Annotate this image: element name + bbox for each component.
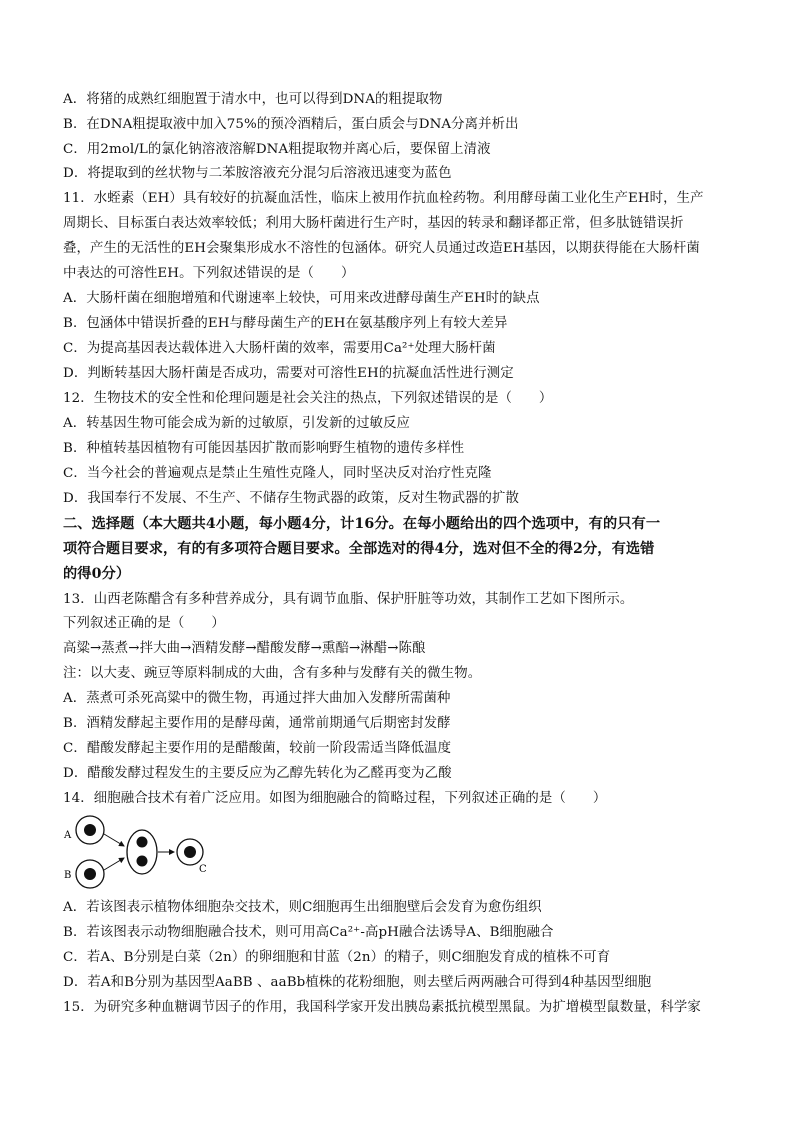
cell-fusion-diagram	[62, 812, 222, 892]
option-b: B．酒精发酵起主要作用的是酵母菌，通常前期通气后期密封发酵	[63, 716, 451, 731]
arrow	[104, 858, 124, 870]
text-line: B．在DNA粗提取液中加入75%的预冷酒精后，蛋白质会与DNA分离并析出	[63, 117, 519, 132]
cell-c	[177, 839, 203, 865]
option-d: D．我国奉行不发展、不生产、不储存生物武器的政策，反对生物武器的扩散	[63, 491, 520, 506]
question-stem: 周期长、目标蛋白表达效率较低；利用大肠杆菌进行生产时，基因的转录和翻译都正常，但多肽链错误折	[63, 216, 684, 231]
cell-a	[76, 816, 104, 844]
process-flow: 高粱→蒸煮→拌大曲→酒精发酵→醋酸发酵→熏醅→淋醋→陈酿	[63, 641, 426, 656]
option-c: C．当今社会的普遍观点是禁止生殖性克隆人，同时坚决反对治疗性克隆	[63, 466, 492, 481]
note: 注：以大麦、豌豆等原料制成的大曲，含有多种与发酵有关的微生物。	[63, 666, 482, 681]
text-line: A．将猪的成熟红细胞置于清水中，也可以得到DNA的粗提取物	[63, 92, 443, 107]
question-stem: 11．水蛭素（EH）具有较好的抗凝血活性，临床上被用作抗血栓药物。利用酵母菌工业化生产EH时，生产	[63, 191, 704, 206]
arrow	[104, 834, 124, 846]
question-stem: 14．细胞融合技术有着广泛应用。如图为细胞融合的简略过程，下列叙述正确的是（ ）	[63, 791, 607, 806]
cell-b	[76, 860, 104, 888]
section-heading-line: 项符合题目要求，有的有多项符合题目要求。全部选对的得4分，选对但不全的得2分，有选错	[63, 541, 655, 557]
option-c: C．为提高基因表达载体进入大肠杆菌的效率，需要用Ca²⁺处理大肠杆菌	[63, 341, 496, 356]
option-a: A．大肠杆菌在细胞增殖和代谢速率上较快，可用来改进酵母菌生产EH时的缺点	[63, 291, 540, 306]
label-c: C	[199, 864, 207, 875]
option-a: A．蒸煮可杀死高粱中的微生物，再通过拌大曲加入发酵所需菌种	[63, 691, 451, 706]
question-stem: 中表达的可溶性EH。下列叙述错误的是（ ）	[63, 266, 355, 281]
label-a: A	[64, 830, 72, 841]
option-a: A．转基因生物可能会成为新的过敏原，引发新的过敏反应	[63, 416, 411, 431]
fusing-cell	[127, 830, 157, 874]
option-c: C．醋酸发酵起主要作用的是醋酸菌，较前一阶段需适当降低温度	[63, 741, 452, 756]
question-stem: 叠，产生的无活性的EH会聚集形成水不溶性的包涵体。研究人员通过改造EH基因，以期获得能在大肠杆菌	[63, 241, 700, 256]
question-stem: 12．生物技术的安全性和伦理问题是社会关注的热点，下列叙述错误的是（ ）	[63, 391, 553, 406]
option-b: B．若该图表示动物细胞融合技术，则可用高Ca²⁺-高pH融合法诱导A、B细胞融合	[63, 925, 554, 940]
label-b: B	[64, 870, 72, 881]
section-heading-line: 二、选择题（本大题共4小题，每小题4分，计16分。在每小题给出的四个选项中，有的只有一	[63, 516, 661, 532]
option-c: C．若A、B分别是白菜（2n）的卵细胞和甘蓝（2n）的精子，则C细胞发育成的植株不可育	[63, 950, 611, 965]
option-a: A．若该图表示植物体细胞杂交技术，则C细胞再生出细胞壁后会发育为愈伤组织	[63, 900, 542, 915]
question-stem: 下列叙述正确的是（ ）	[63, 616, 225, 631]
option-d: D．判断转基因大肠杆菌是否成功，需要对可溶性EH的抗凝血活性进行测定	[63, 366, 514, 381]
option-d: D．若A和B分别为基因型AaBB 、aaBb植株的花粉细胞，则去壁后两两融合可得到4种基因型细胞	[63, 975, 652, 990]
question-stem: 15．为研究多种血糖调节因子的作用，我国科学家开发出胰岛素抵抗模型黑鼠。为扩增模型鼠数量，科学家	[63, 1000, 701, 1015]
section-heading-line: 的得0分）	[63, 566, 131, 582]
option-b: B．包涵体中错误折叠的EH与酵母菌生产的EH在氨基酸序列上有较大差异	[63, 316, 508, 331]
text-line: C．用2mol/L的氯化钠溶液溶解DNA粗提取物并离心后，要保留上清液	[63, 142, 491, 157]
option-d: D．醋酸发酵过程发生的主要反应为乙醇先转化为乙醛再变为乙酸	[63, 766, 452, 781]
option-b: B．种植转基因植物有可能因基因扩散而影响野生植物的遗传多样性	[63, 441, 465, 456]
text-line: D．将提取到的丝状物与二苯胺溶液充分混匀后溶液迅速变为蓝色	[63, 166, 452, 181]
question-stem: 13．山西老陈醋含有多种营养成分，具有调节血脂、保护肝脏等功效，其制作工艺如下图所示。	[63, 592, 634, 607]
